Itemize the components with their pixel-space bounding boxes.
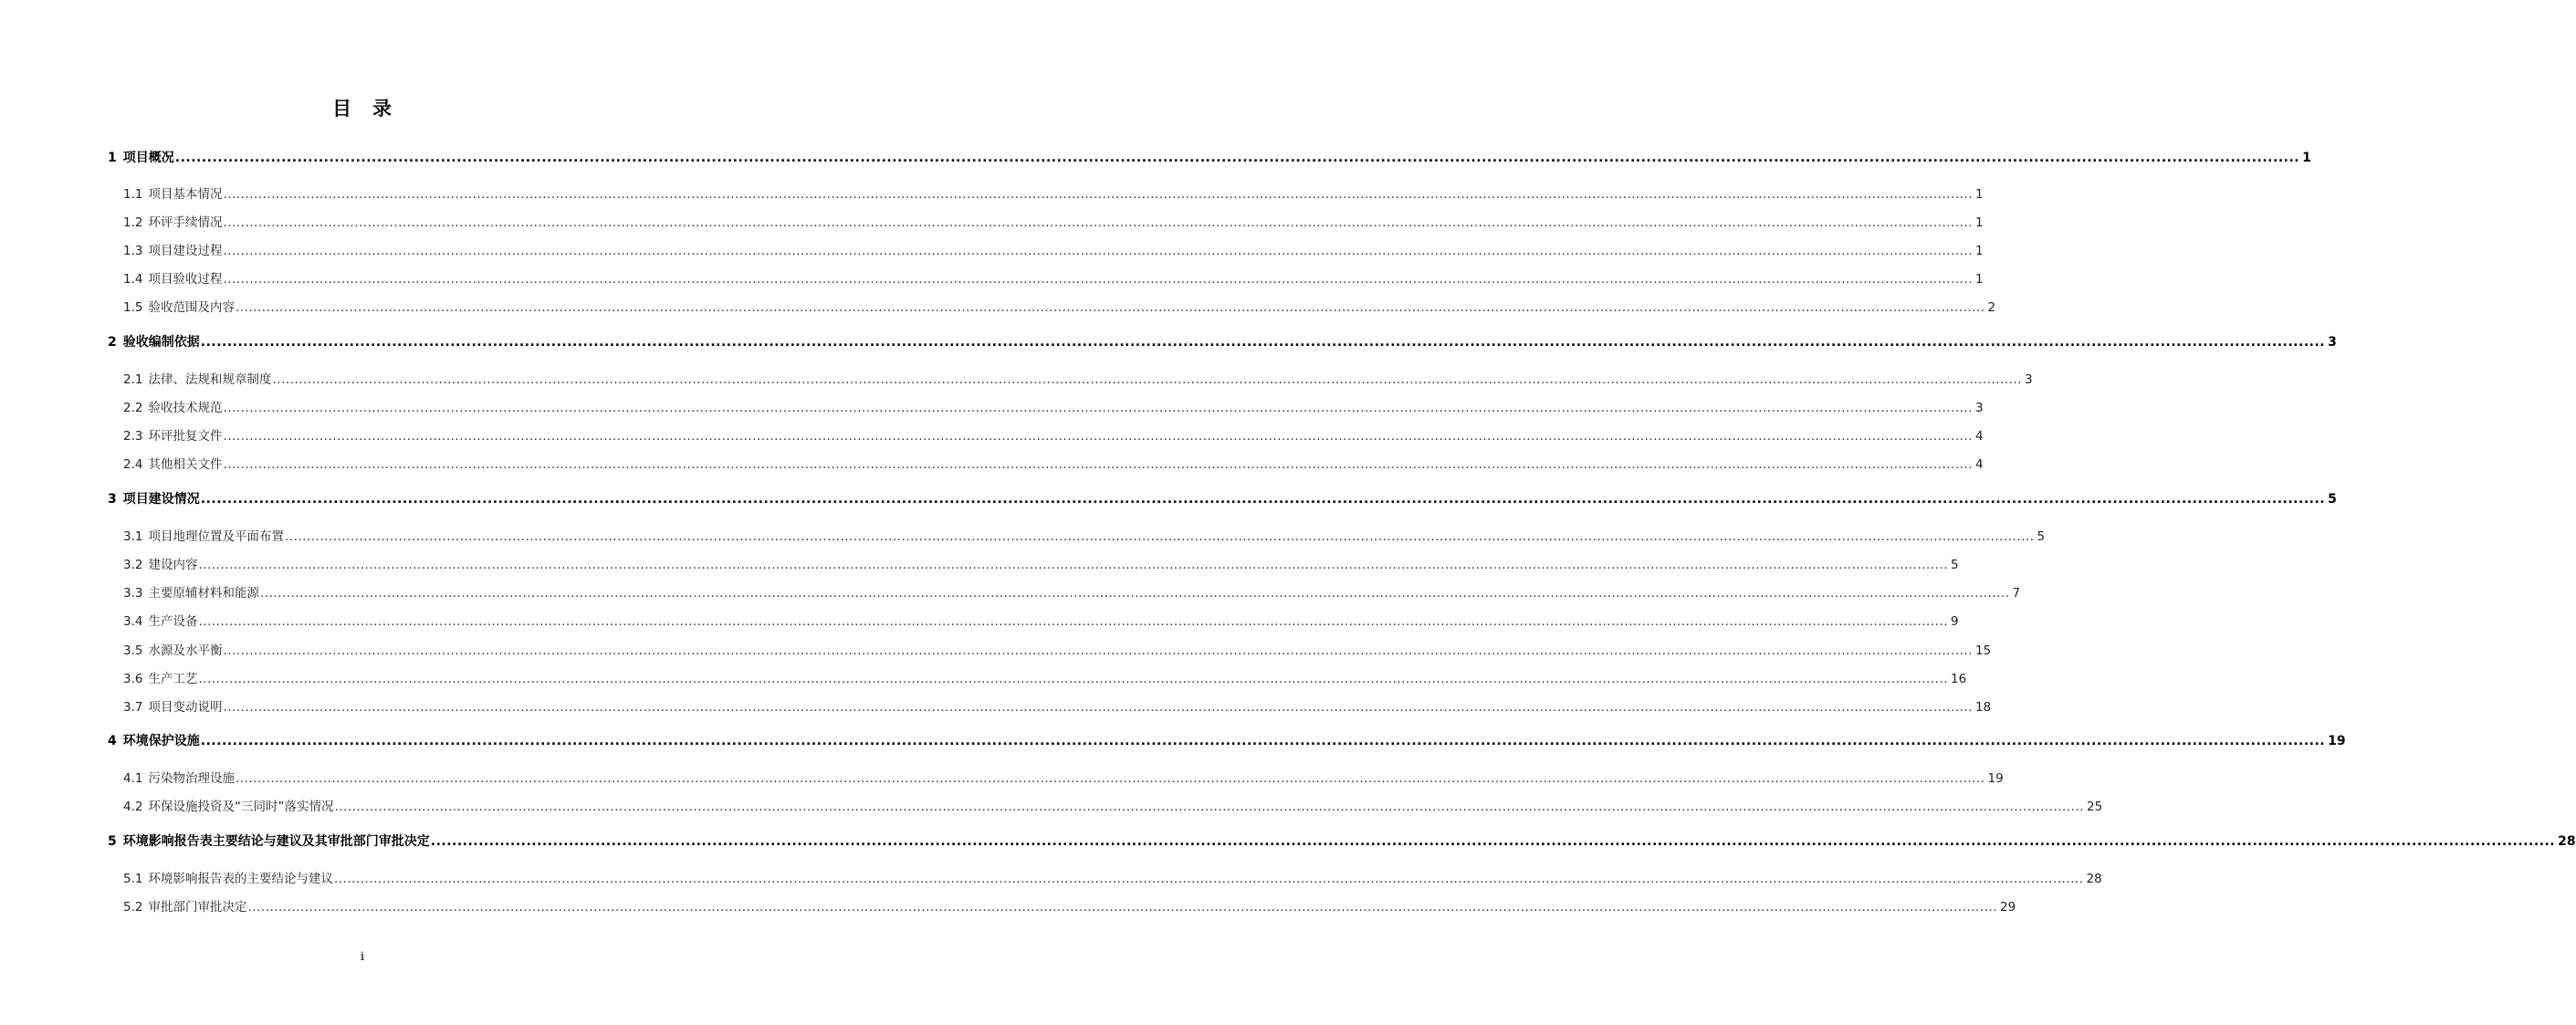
toc-leader-dots: ................................................................................................................................................................................................................................................................................................................................................................................................................ xyxy=(272,372,2022,387)
toc-chapter-entry[interactable] xyxy=(108,832,2576,850)
toc-entry-number: 3.6 xyxy=(123,672,143,686)
toc-entry-label: 验收技术规范 xyxy=(148,401,223,415)
toc-chapter-entry[interactable] xyxy=(108,489,2337,507)
toc-section-entry[interactable] xyxy=(123,554,1959,572)
toc-entry-page: 18 xyxy=(1975,700,1992,715)
toc-entry-page: 2 xyxy=(1987,300,1996,315)
toc-entry-label: 建设内容 xyxy=(148,558,198,572)
toc-section-entry[interactable] xyxy=(123,640,1992,658)
toc-entry-label: 项目变动说明 xyxy=(148,700,223,715)
toc-entry-page: 16 xyxy=(1951,672,1967,686)
toc-entry-label: 环境影响报告表的主要结论与建议 xyxy=(148,872,333,886)
toc-entry-label: 环评手续情况 xyxy=(148,215,223,230)
toc-leader-dots: ................................................................................................................................................................................................................................................................................................................................................................................................................ xyxy=(247,900,1997,915)
toc-entry-number: 3.4 xyxy=(123,614,143,629)
toc-leader-dots: ................................................................................................................................................................................................................................................................................................................................................................................................................ xyxy=(333,872,2084,886)
toc-entry-label: 审批部门审批决定 xyxy=(148,900,247,915)
toc-entry-page: 3 xyxy=(2025,372,2033,387)
toc-entry-number: 1 xyxy=(108,151,117,165)
toc-entry-number: 1.1 xyxy=(123,187,143,202)
toc-leader-dots: ................................................................................................................................................................................................................................................................................................................................................................................................................ xyxy=(223,643,1973,658)
toc-section-entry[interactable] xyxy=(123,268,1984,287)
toc-leader-dots: ................................................................................................................................................................................................................................................................................................................................................................................................................ xyxy=(198,558,1948,572)
toc-entry-number: 1.4 xyxy=(123,272,143,287)
toc-entry-page: 4 xyxy=(1975,429,1984,444)
toc-entry-label: 验收范围及内容 xyxy=(148,300,235,315)
toc-section-entry[interactable] xyxy=(123,369,2033,387)
toc-entry-label: 生产设备 xyxy=(148,614,198,629)
toc-chapter-entry[interactable] xyxy=(108,148,2311,166)
toc-leader-dots: ................................................................................................................................................................................................................................................................................................................................................................................................................ xyxy=(223,457,1973,472)
toc-entry-label: 项目概况 xyxy=(122,151,174,165)
toc-leader-dots: ................................................................................................................................................................................................................................................................................................................................................................................................................ xyxy=(259,586,2010,601)
toc-leader-dots: ................................................................................................................................................................................................................................................................................................................................................................................................................ xyxy=(223,244,1973,258)
toc-entry-number: 3.1 xyxy=(123,529,143,544)
toc-section-entry[interactable] xyxy=(123,297,1996,315)
toc-entry-label: 法律、法规和规章制度 xyxy=(148,372,272,387)
toc-section-entry[interactable] xyxy=(123,526,2046,544)
toc-entry-label: 验收编制依据 xyxy=(122,335,200,350)
toc-entry-number: 2.4 xyxy=(123,457,143,472)
page-title: 目 录 xyxy=(332,98,393,120)
toc-entry-label: 环境影响报告表主要结论与建议及其审批部门审批决定 xyxy=(122,834,430,849)
toc-entry-page: 7 xyxy=(2012,586,2021,601)
toc-entry-page: 3 xyxy=(2328,335,2337,350)
toc-leader-dots: ................................................................................................................................................................................................................................................................................................................................................................................................................ xyxy=(334,800,2084,814)
toc-entry-page: 25 xyxy=(2087,800,2103,814)
toc-entry-number: 1.2 xyxy=(123,215,143,230)
toc-section-entry[interactable] xyxy=(123,768,2004,786)
toc-leader-dots: ................................................................................................................................................................................................................................................................................................................................................................................................................ xyxy=(430,834,2556,849)
toc-entry-number: 3.2 xyxy=(123,558,143,572)
toc-entry-number: 4 xyxy=(108,734,117,748)
toc-section-entry[interactable] xyxy=(123,240,1984,258)
toc-leader-dots: ................................................................................................................................................................................................................................................................................................................................................................................................................ xyxy=(200,734,2326,748)
toc-entry-page: 29 xyxy=(2000,900,2016,915)
toc-entry-label: 项目基本情况 xyxy=(148,187,223,202)
toc-section-entry[interactable] xyxy=(123,696,1992,715)
toc-entry-page: 1 xyxy=(2302,151,2311,165)
toc-section-entry[interactable] xyxy=(123,896,2016,915)
toc-entry-page: 5 xyxy=(1951,558,1959,572)
toc-entry-number: 2 xyxy=(108,335,117,350)
toc-entry-label: 污染物治理设施 xyxy=(148,771,235,786)
toc-leader-dots: ................................................................................................................................................................................................................................................................................................................................................................................................................ xyxy=(223,700,1973,715)
toc-entry-page: 1 xyxy=(1975,215,1984,230)
toc-leader-dots: ................................................................................................................................................................................................................................................................................................................................................................................................................ xyxy=(200,492,2326,507)
toc-entry-page: 4 xyxy=(1975,457,1984,472)
toc-entry-number: 1.5 xyxy=(123,300,143,315)
toc-entry-page: 9 xyxy=(1951,614,1959,629)
toc-entry-page: 3 xyxy=(1975,401,1984,415)
toc-section-entry[interactable] xyxy=(123,183,1984,202)
toc-section-entry[interactable] xyxy=(123,868,2102,886)
toc-entry-page: 28 xyxy=(2558,834,2576,849)
toc-section-entry[interactable] xyxy=(123,397,1984,415)
toc-entry-number: 5 xyxy=(108,834,117,849)
toc-section-entry[interactable] xyxy=(123,212,1984,230)
toc-entry-label: 项目验收过程 xyxy=(148,272,223,287)
toc-entry-page: 1 xyxy=(1975,272,1984,287)
toc-entry-label: 环境保护设施 xyxy=(122,734,200,748)
toc-entry-page: 1 xyxy=(1975,244,1984,258)
toc-entry-number: 3 xyxy=(108,492,117,507)
toc-section-entry[interactable] xyxy=(123,796,2103,814)
toc-leader-dots: ................................................................................................................................................................................................................................................................................................................................................................................................................ xyxy=(198,672,1948,686)
toc-entry-label: 生产工艺 xyxy=(148,672,198,686)
toc-entry-number: 5.1 xyxy=(123,872,143,886)
toc-entry-label: 项目地理位置及平面布置 xyxy=(148,529,284,544)
toc-leader-dots: ................................................................................................................................................................................................................................................................................................................................................................................................................ xyxy=(223,429,1973,444)
toc-entry-number: 1.3 xyxy=(123,244,143,258)
toc-leader-dots: ................................................................................................................................................................................................................................................................................................................................................................................................................ xyxy=(223,187,1973,202)
toc-entry-page: 28 xyxy=(2086,872,2102,886)
toc-entry-number: 4.2 xyxy=(123,800,143,814)
toc-entry-number: 5.2 xyxy=(123,900,143,915)
toc-leader-dots: ................................................................................................................................................................................................................................................................................................................................................................................................................ xyxy=(198,614,1948,629)
toc-leader-dots: ................................................................................................................................................................................................................................................................................................................................................................................................................ xyxy=(235,771,1985,786)
toc-entry-number: 3.7 xyxy=(123,700,143,715)
toc-section-entry[interactable] xyxy=(123,425,1984,444)
toc-entry-page: 5 xyxy=(2328,492,2337,507)
toc-entry-number: 3.5 xyxy=(123,643,143,658)
toc-entry-page: 19 xyxy=(1987,771,2004,786)
toc-leader-dots: ................................................................................................................................................................................................................................................................................................................................................................................................................ xyxy=(200,335,2326,350)
toc-entry-label: 其他相关文件 xyxy=(148,457,223,472)
toc-chapter-entry[interactable] xyxy=(108,332,2337,350)
toc-section-entry[interactable] xyxy=(123,668,1967,686)
toc-leader-dots: ................................................................................................................................................................................................................................................................................................................................................................................................................ xyxy=(284,529,2035,544)
toc-entry-page: 1 xyxy=(1975,187,1984,202)
toc-entry-label: 主要原辅材料和能源 xyxy=(148,586,259,601)
toc-entry-label: 环保设施投资及“三同时”落实情况 xyxy=(148,800,334,814)
toc-entry-number: 4.1 xyxy=(123,771,143,786)
toc-entry-label: 项目建设过程 xyxy=(148,244,223,258)
toc-section-entry[interactable] xyxy=(123,582,2021,601)
toc-entry-number: 3.3 xyxy=(123,586,143,601)
toc-entry-page: 5 xyxy=(2037,529,2046,544)
toc-entry-page: 19 xyxy=(2328,734,2346,748)
toc-leader-dots: ................................................................................................................................................................................................................................................................................................................................................................................................................ xyxy=(223,401,1973,415)
toc-entry-label: 水源及水平衡 xyxy=(148,643,223,658)
toc-leader-dots: ................................................................................................................................................................................................................................................................................................................................................................................................................ xyxy=(223,272,1973,287)
page-number-footer: i xyxy=(360,950,365,964)
toc-entry-number: 2.3 xyxy=(123,429,143,444)
toc-entry-number: 2.1 xyxy=(123,372,143,387)
toc-leader-dots: ................................................................................................................................................................................................................................................................................................................................................................................................................ xyxy=(223,215,1973,230)
toc-section-entry[interactable] xyxy=(123,454,1984,472)
toc-entry-label: 项目建设情况 xyxy=(122,492,200,507)
toc-leader-dots: ................................................................................................................................................................................................................................................................................................................................................................................................................ xyxy=(235,300,1985,315)
toc-entry-page: 15 xyxy=(1975,643,1992,658)
toc-leader-dots: ................................................................................................................................................................................................................................................................................................................................................................................................................ xyxy=(174,151,2300,165)
toc-entry-label: 环评批复文件 xyxy=(148,429,223,444)
toc-chapter-entry[interactable] xyxy=(108,731,2346,749)
toc-section-entry[interactable] xyxy=(123,611,1959,629)
toc-entry-number: 2.2 xyxy=(123,401,143,415)
